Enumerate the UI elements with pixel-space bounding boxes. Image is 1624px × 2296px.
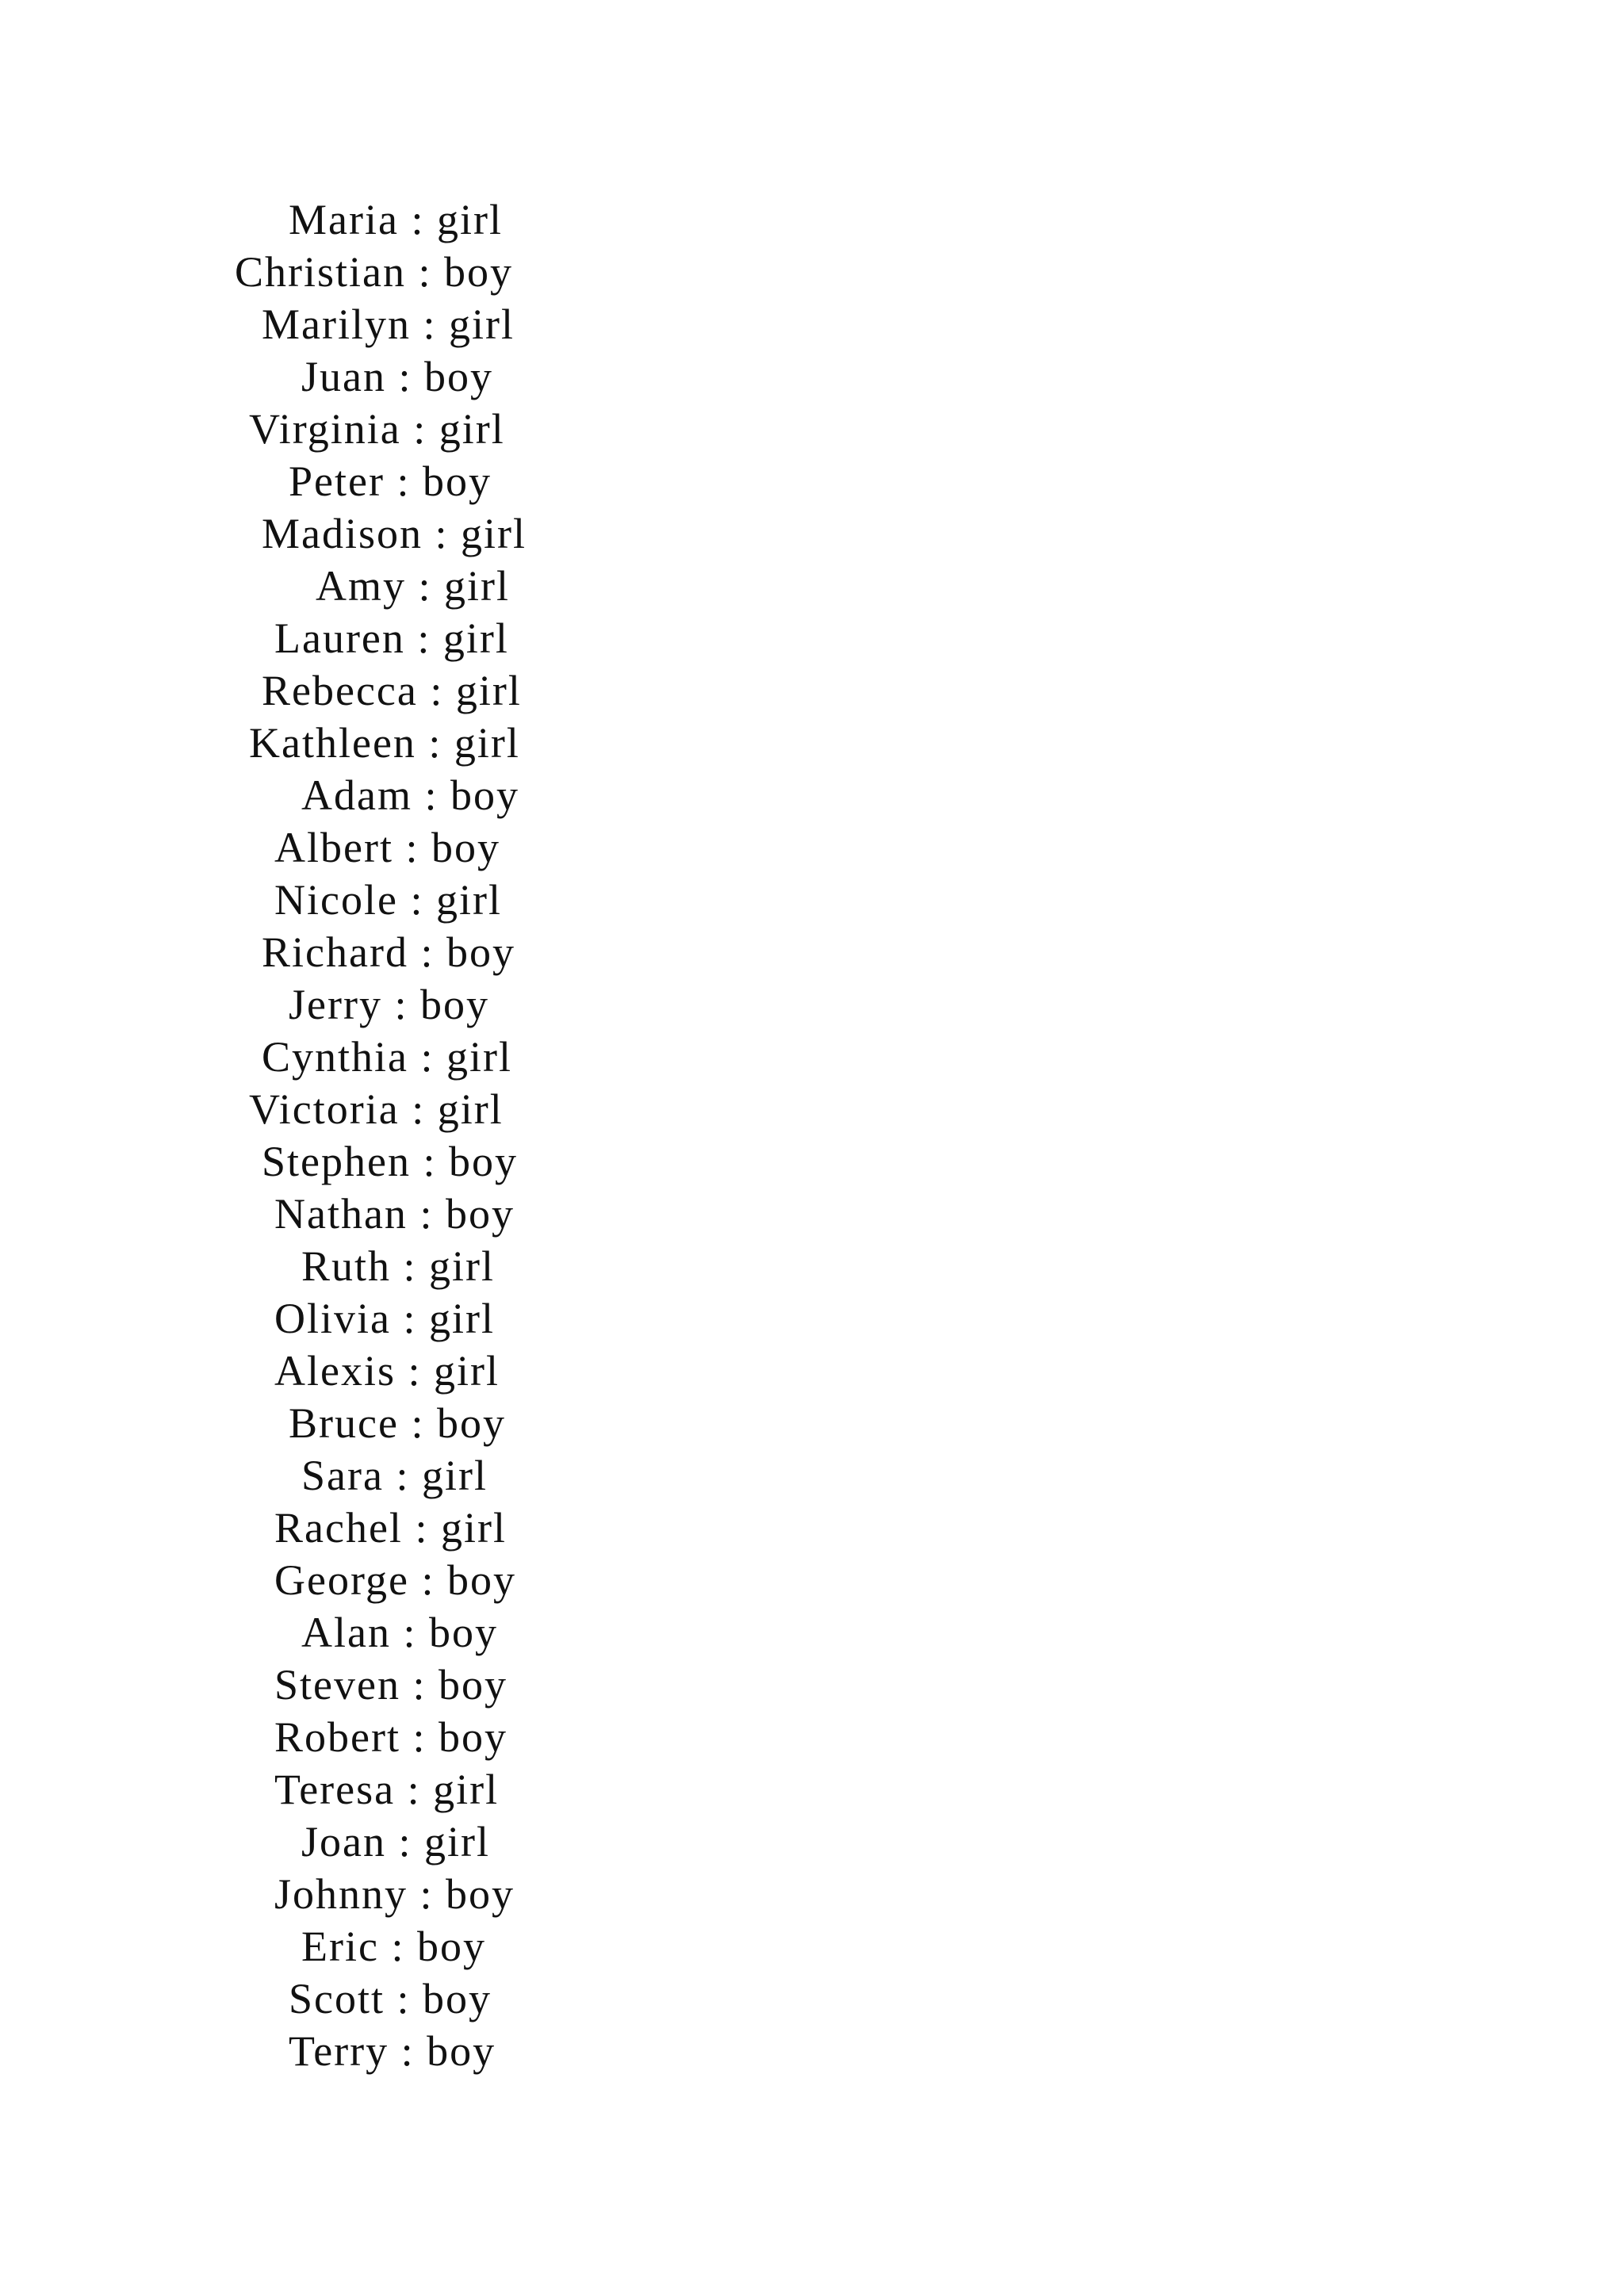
- gender-label: girl: [433, 1766, 500, 1813]
- list-item: Stephen : boy: [262, 1138, 518, 1185]
- person-name: Kathleen: [249, 719, 416, 767]
- list-item: Steven : boy: [274, 1661, 508, 1709]
- person-name: Amy: [316, 562, 406, 610]
- person-name: Marilyn: [262, 300, 411, 348]
- gender-label: girl: [444, 562, 511, 610]
- list-item: Madison : girl: [262, 510, 527, 557]
- person-name: Robert: [274, 1713, 400, 1761]
- list-item: Adam : boy: [301, 771, 519, 819]
- gender-label: girl: [429, 1242, 496, 1290]
- person-name: Madison: [262, 510, 423, 557]
- gender-label: boy: [444, 248, 514, 296]
- person-name: Virginia: [249, 405, 401, 453]
- person-name: Alan: [301, 1609, 391, 1656]
- gender-label: boy: [422, 457, 492, 505]
- list-item: Virginia : girl: [249, 405, 505, 453]
- gender-label: boy: [450, 771, 519, 819]
- gender-label: girl: [440, 1504, 507, 1552]
- gender-label: girl: [461, 510, 527, 557]
- person-name: Albert: [274, 824, 393, 871]
- list-item: Terry : boy: [289, 2027, 496, 2075]
- list-item: Robert : boy: [274, 1713, 508, 1761]
- list-item: Peter : boy: [289, 457, 492, 505]
- list-item: Joan : girl: [301, 1818, 490, 1866]
- person-name: Alexis: [274, 1347, 396, 1395]
- gender-label: girl: [439, 405, 505, 453]
- list-item: Maria : girl: [289, 196, 503, 243]
- list-item: Alexis : girl: [274, 1347, 500, 1395]
- list-item: Nicole : girl: [274, 876, 502, 924]
- list-item: Bruce : boy: [289, 1399, 506, 1447]
- person-name: Olivia: [274, 1295, 391, 1342]
- gender-label: girl: [455, 667, 522, 714]
- list-item: Kathleen : girl: [249, 719, 520, 767]
- person-name: Sara: [301, 1452, 384, 1499]
- gender-label: boy: [439, 1713, 508, 1761]
- list-item: Rachel : girl: [274, 1504, 507, 1552]
- person-name: Richard: [262, 928, 408, 976]
- person-name: George: [274, 1556, 409, 1604]
- gender-label: boy: [436, 1399, 506, 1447]
- person-name: Christian: [235, 248, 406, 296]
- list-item: Albert : boy: [274, 824, 500, 871]
- person-name: Rachel: [274, 1504, 403, 1552]
- gender-label: boy: [428, 1609, 498, 1656]
- list-item: Amy : girl: [316, 562, 511, 610]
- list-item: Juan : boy: [301, 353, 493, 400]
- person-name: Adam: [301, 771, 412, 819]
- gender-label: boy: [446, 1556, 516, 1604]
- gender-label: boy: [424, 353, 493, 400]
- gender-label: boy: [423, 1975, 492, 2022]
- gender-label: girl: [449, 300, 515, 348]
- gender-label: boy: [445, 1190, 515, 1238]
- person-name: Scott: [289, 1975, 385, 2022]
- gender-label: girl: [446, 1033, 513, 1081]
- list-item: Johnny : boy: [274, 1870, 515, 1918]
- person-name: Rebecca: [262, 667, 418, 714]
- gender-label: boy: [439, 1661, 508, 1709]
- gender-label: girl: [436, 196, 503, 243]
- list-item: Ruth : girl: [301, 1242, 496, 1290]
- list-item: Olivia : girl: [274, 1295, 495, 1342]
- gender-label: girl: [424, 1818, 490, 1866]
- list-item: Eric : boy: [301, 1923, 486, 1970]
- person-name: Steven: [274, 1661, 400, 1709]
- person-name: Peter: [289, 457, 385, 505]
- person-name: Terry: [289, 2027, 389, 2075]
- gender-label: boy: [446, 928, 515, 976]
- person-name: Nicole: [274, 876, 398, 924]
- list-item: Scott : boy: [289, 1975, 492, 2022]
- person-name: Lauren: [274, 614, 405, 662]
- gender-label: girl: [437, 1085, 504, 1133]
- person-name: Johnny: [274, 1870, 408, 1918]
- gender-label: girl: [434, 1347, 500, 1395]
- person-name: Nathan: [274, 1190, 408, 1238]
- list-item: Rebecca : girl: [262, 667, 522, 714]
- person-name: Maria: [289, 196, 399, 243]
- gender-label: boy: [446, 1870, 515, 1918]
- gender-label: boy: [449, 1138, 518, 1185]
- person-name: Stephen: [262, 1138, 411, 1185]
- person-name: Eric: [301, 1923, 379, 1970]
- person-name: Victoria: [249, 1085, 400, 1133]
- gender-label: girl: [442, 614, 509, 662]
- person-name: Ruth: [301, 1242, 392, 1290]
- list-item: Marilyn : girl: [262, 300, 515, 348]
- gender-label: boy: [427, 2027, 496, 2075]
- list-item: Christian : boy: [235, 248, 514, 296]
- gender-label: boy: [416, 1923, 486, 1970]
- list-item: Cynthia : girl: [262, 1033, 513, 1081]
- person-name: Teresa: [274, 1766, 396, 1813]
- person-name: Joan: [301, 1818, 386, 1866]
- list-item: Lauren : girl: [274, 614, 509, 662]
- person-name: Cynthia: [262, 1033, 408, 1081]
- gender-label: girl: [454, 719, 520, 767]
- list-item: Teresa : girl: [274, 1766, 500, 1813]
- gender-label: girl: [429, 1295, 495, 1342]
- gender-label: boy: [419, 981, 489, 1028]
- person-name: Jerry: [289, 981, 382, 1028]
- list-item: Jerry : boy: [289, 981, 489, 1028]
- list-item: Nathan : boy: [274, 1190, 515, 1238]
- list-item: George : boy: [274, 1556, 516, 1604]
- gender-label: girl: [421, 1452, 488, 1499]
- person-name: Juan: [301, 353, 386, 400]
- person-name: Bruce: [289, 1399, 399, 1447]
- list-item: Sara : girl: [301, 1452, 488, 1499]
- gender-label: girl: [435, 876, 502, 924]
- gender-label: boy: [431, 824, 500, 871]
- list-item: Alan : boy: [301, 1609, 498, 1656]
- list-item: Richard : boy: [262, 928, 515, 976]
- list-item: Victoria : girl: [249, 1085, 504, 1133]
